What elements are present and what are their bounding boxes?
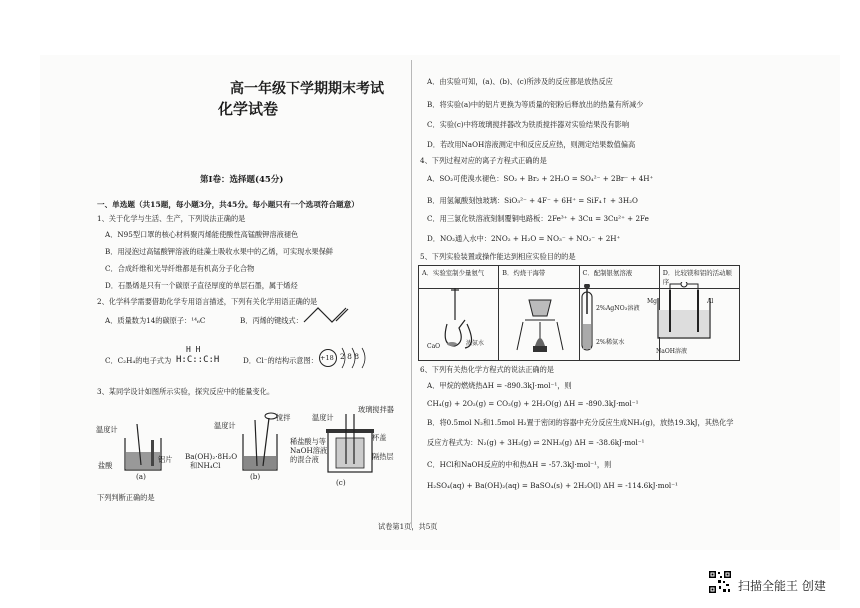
galvanic-cell-icon <box>650 282 730 344</box>
q6-option-b-line2: 反应方程式为：N₂(g) + 3H₂(g) ⇌ 2NH₃(g) ΔH = -38.6kJ·mol⁻¹ <box>427 438 645 447</box>
q1-option-b: B．用浸泡过高锰酸钾溶液的硅藻土吸收水果中的乙烯，可实现水果保鲜 <box>105 247 334 256</box>
q3-option-c: C．实验(c)中将玻璃搅拌器改为铁质搅拌器对实验结果没有影响 <box>427 120 630 129</box>
q4-option-d: D．NO₂通入水中：2NO₂ + H₂O = NO₃⁻ + NO₂⁻ + 2H⁺ <box>427 234 621 243</box>
q4-option-a: A．SO₂可使溴水褪色：SO₂ + Br₂ + 2H₂O = SO₄²⁻ + 2Br⁻ + 4H⁺ <box>427 174 654 183</box>
qr-code-icon <box>708 570 732 594</box>
exam-title: 高一年级下学期期末考试 <box>230 81 384 97</box>
cell-c-label-agno3: 2%AgNO₃溶液 <box>596 305 640 312</box>
fig-a-label-thermometer: 温度计 <box>96 425 118 434</box>
part-heading: 第Ⅰ卷：选择题(45分) <box>200 175 284 185</box>
q4-option-c: C．用三氯化铁溶液刻制覆铜电路板：2Fe³⁺ + 3Cu = 3Cu²⁺ + 2Fe <box>427 214 649 223</box>
cell-d-label-al: Al <box>707 298 714 305</box>
q4-option-b: B．用氢氟酸刻蚀玻璃：SiO₃²⁻ + 4F⁻ + 6H⁺ = SiF₄↑ + 3H₂O <box>427 196 638 205</box>
propene-skeletal-icon <box>300 302 355 326</box>
fig-c-label-stirrer: 玻璃搅拌器 <box>358 405 394 414</box>
q3-stem: 下列判断正确的是 <box>97 493 155 502</box>
fig-c-label-insulation: 隔热层 <box>372 452 394 461</box>
table-header-c: C．配制银氨溶液 <box>579 266 659 289</box>
fig-c-label-lid: 杯盖 <box>372 433 387 442</box>
table-header-a: A．实验室制少量氨气 <box>419 266 499 289</box>
cell-d-label-naoh: NaOH溶液 <box>656 348 687 355</box>
q6-option-c-line1: C．HCl和NaOH反应的中和热ΔH = -57.3kJ·mol⁻¹，则 <box>427 460 612 469</box>
fig-a-label-al: 铝片 <box>158 455 173 464</box>
question-4: 4、下列过程对应的离子方程式正确的是 <box>420 156 547 165</box>
fig-b-label-stir: 搅拌 <box>276 413 291 422</box>
q2-option-b: B．丙烯的键线式： <box>240 316 303 325</box>
q6-option-b-line1: B．将0.5mol N₂和1.5mol H₂置于密闭的容器中充分反应生成NH₃(g)，放热19.3kJ，其热化学 <box>427 418 734 427</box>
q2-option-d: D．Cl⁻的结构示意图： <box>243 356 318 365</box>
fig-c-label-mix1: 稀盐酸与等 <box>290 437 326 446</box>
q6-option-a-line2: CH₄(g) + 2O₂(g) = CO₂(g) + 2H₂O(g) ΔH = -890.3kJ·mol⁻¹ <box>427 399 639 408</box>
q2-option-c: C．C₂H₄的电子式为 <box>105 356 172 365</box>
fig-c-caption: (c) <box>336 478 346 487</box>
ethene-formula-top: H H <box>186 345 201 354</box>
q1-option-c: C．合成纤维和光导纤维都是有机高分子化合物 <box>105 264 255 273</box>
cell-d-label-mg: Mg <box>647 298 657 305</box>
q6-option-a-line1: A．甲烷的燃烧热ΔH = -890.3kJ·mol⁻¹，则 <box>427 381 572 390</box>
fig-a-caption: (a) <box>136 472 146 481</box>
cell-a-label-ammonia: 浓氨水 <box>466 340 485 347</box>
electron-shell-arcs-icon <box>336 345 376 371</box>
q1-option-a: A．N95型口罩的核心材料聚丙烯能使酸性高锰酸钾溶液褪色 <box>105 230 299 239</box>
q3-option-a: A．由实验可知，(a)、(b)、(c)所涉及的反应都是放热反应 <box>427 77 613 86</box>
chlorine-shells: 2 8 8 <box>340 352 360 361</box>
question-6: 6、下列有关热化学方程式的说法正确的是 <box>420 365 554 374</box>
cell-a-label-cao: CaO <box>427 343 441 350</box>
chlorine-nucleus-charge: +18 <box>320 354 334 362</box>
page-footer: 试卷第1页，共5页 <box>378 522 438 531</box>
question-2: 2、化学科学需要借助化学专用语言描述，下列有关化学用语正确的是 <box>97 297 318 306</box>
q1-option-d: D．石墨烯是只有一个碳原子直径厚度的单层石墨，属于烯烃 <box>105 281 298 290</box>
question-1: 1、关于化学与生活、生产，下列说法正确的是 <box>97 214 246 223</box>
table-header-b: B．灼烧干海带 <box>499 266 579 289</box>
table-header-d: D．比较镁和铝的活动顺序 <box>659 266 739 289</box>
fig-c-label-thermometer: 温度计 <box>312 413 334 422</box>
q3-option-d: D．若改用NaOH溶液测定中和反应反应热，则测定结果数值偏高 <box>427 140 636 149</box>
fig-b-caption: (b) <box>250 472 261 481</box>
cell-c-label-ammonia: 2%稀氨水 <box>596 339 625 346</box>
fig-c-label-mix3: 的混合液 <box>290 455 319 464</box>
instruction: 一、单选题（共15题，每小题3分，共45分。每小题只有一个选项符合题意） <box>97 200 359 209</box>
column-divider <box>411 60 412 528</box>
fig-a-label-hcl: 盐酸 <box>98 461 113 470</box>
fig-b-label-thermometer: 温度计 <box>214 421 236 430</box>
fig-b-label-nh4cl: 和NH₄Cl <box>190 461 221 470</box>
question-5: 5、下列实验装置或操作能达到相应实验目的的是 <box>420 252 576 261</box>
q6-option-c-line2: H₂SO₄(aq) + Ba(OH)₂(aq) = BaSO₄(s) + 2H₂O(l) ΔH = -114.6kJ·mol⁻¹ <box>427 481 678 490</box>
watermark-text: 扫描全能王 创建 <box>738 579 826 593</box>
fig-b-label-baoh: Ba(OH)₂·8H₂O <box>185 452 238 461</box>
question-3: 3、某同学设计如图所示实验，探究反应中的能量变化。 <box>97 387 275 396</box>
crucible-burner-icon <box>505 282 575 358</box>
q2-option-a: A．质量数为14的碳原子：¹⁴₆C <box>105 316 206 325</box>
ethene-formula: H:C::C:H <box>176 355 220 365</box>
q3-option-b: B．将实验(a)中的铝片更换为等质量的铝粉后释放出的热量有所减少 <box>427 100 644 109</box>
fig-c-label-mix2: NaOH溶液 <box>290 446 328 455</box>
exam-subtitle: 化学试卷 <box>218 100 279 118</box>
